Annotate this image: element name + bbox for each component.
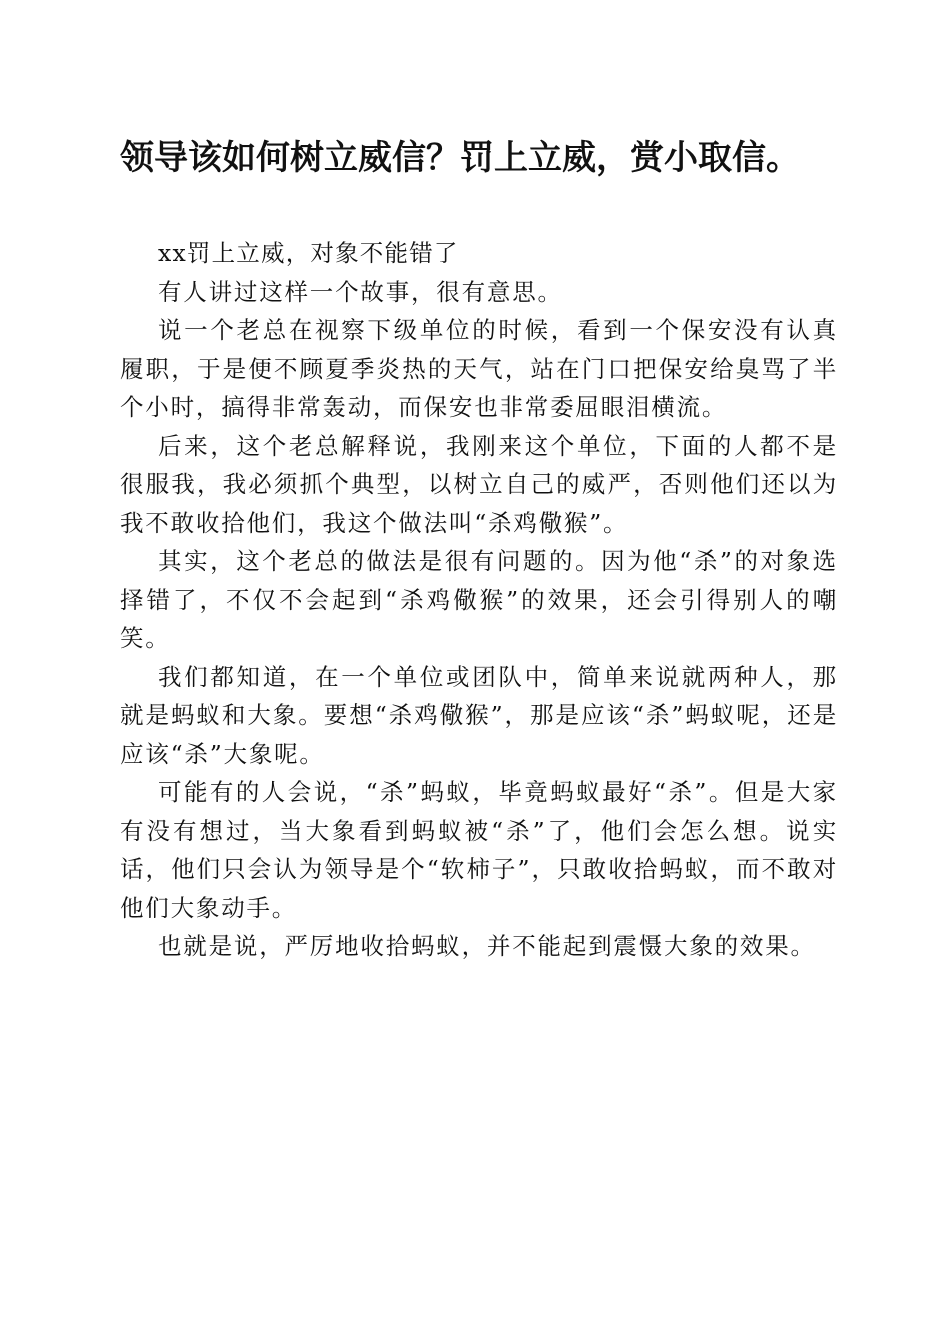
document-title: 领导该如何树立威信？罚上立威，赏小取信。 [120, 138, 800, 178]
paragraph: 我们都知道，在一个单位或团队中，简单来说就两种人，那就是蚂蚁和大象。要想“杀鸡儆猴”，那是应该“杀”蚂蚁呢，还是应该“杀”大象呢。 [120, 662, 838, 768]
paragraph: 可能有的人会说，“杀”蚂蚁，毕竟蚂蚁最好“杀”。但是大家有没有想过，当大象看到蚂蚁被“杀”了，他们会怎么想。说实话，他们只会认为领导是个“软柿子”，只敢收拾蚂蚁，而不敢对他们大象动手。 [120, 778, 838, 922]
section-heading: xx罚上立威，对象不能错了 [158, 239, 459, 267]
paragraph: 有人讲过这样一个故事，很有意思。 [158, 277, 563, 306]
paragraph: 后来，这个老总解释说，我刚来这个单位，下面的人都不是很服我，我必须抓个典型，以树立自己的威严，否则他们还以为我不敢收拾他们，我这个做法叫“杀鸡儆猴”。 [120, 431, 838, 537]
document-body [120, 234, 838, 966]
paragraph: 也就是说，严厉地收拾蚂蚁，并不能起到震慑大象的效果。 [158, 932, 816, 960]
paragraph: 其实，这个老总的做法是很有问题的。因为他“杀”的对象选择错了，不仅不会起到“杀鸡儆猴”的效果，还会引得别人的嘲笑。 [120, 547, 838, 652]
paragraph: 说一个老总在视察下级单位的时候，看到一个保安没有认真履职，于是便不顾夏季炎热的天气，站在门口把保安给臭骂了半个小时，搞得非常轰动，而保安也非常委屈眼泪横流。 [120, 316, 838, 421]
